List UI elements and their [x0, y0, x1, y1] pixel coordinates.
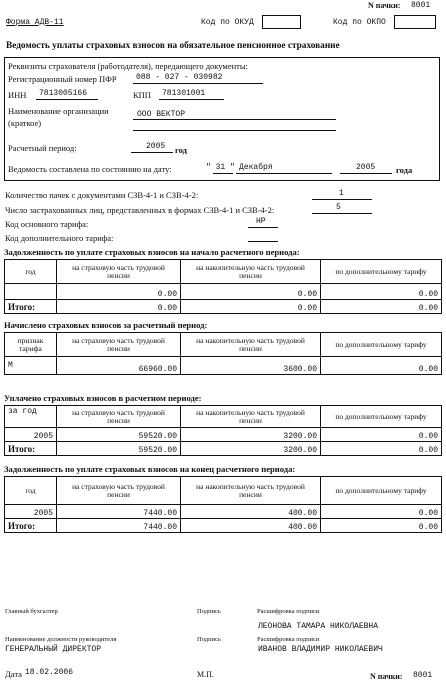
- packs-value: 1: [339, 189, 344, 198]
- kpp-line: [159, 99, 224, 100]
- total-label: Итого:: [5, 300, 57, 314]
- persons-line: [312, 213, 372, 214]
- total-additional: 0.00: [321, 300, 442, 314]
- period-suffix: год: [175, 145, 187, 155]
- cell-year: 2005: [5, 428, 57, 442]
- regnum-value: 088 - 027 - 030982: [136, 73, 223, 82]
- paid-table: [4, 405, 442, 456]
- cell-funded: 0.00: [181, 284, 321, 300]
- cell-funded: 3600.00: [181, 357, 321, 375]
- total-funded: 3200.00: [181, 442, 321, 456]
- packs-label: Количество пачек с документами СЗВ-4-1 и СЗВ-4-2:: [5, 190, 199, 200]
- table-row: [5, 505, 442, 519]
- inn-line: [36, 99, 98, 100]
- col-insurance-header: на страховую часть трудовой пенсии: [57, 260, 181, 284]
- stamp-label: М.П.: [197, 670, 214, 679]
- total-insurance: 7440.00: [57, 519, 181, 533]
- org-label: Наименование организации: [8, 106, 109, 116]
- col-funded-header: на накопительную часть трудовой пенсии: [181, 260, 321, 284]
- persons-label: Число застрахованных лиц, представленных в формах СЗВ-4-1 и СЗВ-4-2:: [5, 205, 275, 215]
- col-year-header: год: [5, 260, 57, 284]
- org-value: ООО ВЕКТОР: [137, 110, 186, 119]
- main-tariff-line: [248, 227, 278, 228]
- col-insurance-header: на страховую часть трудовой пенсии: [57, 477, 181, 505]
- total-funded: 400.00: [181, 519, 321, 533]
- table-row: [5, 428, 442, 442]
- okud-box: [262, 15, 301, 29]
- date-suffix: года: [396, 165, 413, 175]
- okpo-box: [394, 15, 436, 29]
- persons-value: 5: [336, 203, 341, 212]
- cell-funded: 3200.00: [181, 428, 321, 442]
- main-tariff-label: Код основного тарифа:: [5, 219, 89, 229]
- pack-number: 8001: [411, 1, 431, 10]
- cell-funded: 400.00: [181, 505, 321, 519]
- col-additional-header: по дополнительному тарифу: [321, 477, 442, 505]
- accountant-name: ЛЕОНОВА ТАМАРА НИКОЛАЕВНА: [258, 622, 379, 631]
- head-position: ГЕНЕРАЛЬНЫЙ ДИРЕКТОР: [5, 645, 102, 654]
- col-year-header: год: [5, 477, 57, 505]
- footer-pack-number-label: N пачки:: [370, 672, 403, 681]
- org-line-2: [133, 130, 336, 131]
- col-funded-header: на накопительную часть трудовой пенсии: [181, 406, 321, 428]
- pack-number-label: N пачки:: [368, 1, 401, 10]
- total-label: Итого:: [5, 519, 57, 533]
- add-tariff-line: [248, 241, 278, 242]
- period-label: Расчетный период:: [8, 143, 77, 153]
- total-row: [5, 442, 442, 456]
- okpo-label: Код по ОКПО: [333, 18, 386, 27]
- regnum-line: [133, 83, 263, 84]
- date-month-line: [236, 173, 332, 174]
- main-tariff-value: НР: [256, 217, 266, 226]
- total-insurance: 59520.00: [57, 442, 181, 456]
- total-insurance: 0.00: [57, 300, 181, 314]
- period-value: 2005: [146, 142, 166, 151]
- col-insurance-header: на страховую часть трудовой пенсии: [57, 333, 181, 357]
- accrued-table: [4, 332, 442, 375]
- regnum-label: Регистрационный номер ПФР: [8, 74, 117, 84]
- total-row: [5, 519, 442, 533]
- kpp-label: КПП: [133, 90, 151, 100]
- cell-additional: 0.00: [321, 357, 442, 375]
- period-line: [131, 152, 173, 153]
- accountant-signature-label: Подпись: [197, 608, 221, 615]
- form-code: Форма АДВ-11: [6, 18, 64, 27]
- paid-title: Уплачено страховых взносов в расчетном периоде:: [4, 393, 202, 403]
- add-tariff-label: Код дополнительного тарифа:: [5, 233, 114, 243]
- date-month: Декабря: [239, 163, 273, 172]
- org-label-short: (краткое): [8, 118, 42, 128]
- total-row: [5, 300, 442, 314]
- head-position-label: Наименование должности руководителя: [5, 636, 117, 643]
- inn-value: 7813005166: [39, 89, 88, 98]
- packs-line: [312, 199, 372, 200]
- date-day: " 31 ": [206, 163, 235, 172]
- inn-label: ИНН: [8, 90, 27, 100]
- col-funded-header: на накопительную часть трудовой пенсии: [181, 477, 321, 505]
- col-additional-header: по дополнительному тарифу: [321, 260, 442, 284]
- page-title: Ведомость уплаты страховых взносов на обязательное пенсионное страхование: [6, 41, 340, 51]
- cell-additional: 0.00: [321, 505, 442, 519]
- cell-insurance: 66960.00: [57, 357, 181, 375]
- col-additional-header: по дополнительному тарифу: [321, 406, 442, 428]
- col-year-header: за год: [5, 406, 57, 428]
- accountant-label: Главный бухгалтер: [5, 608, 58, 615]
- total-funded: 0.00: [181, 300, 321, 314]
- date-label: Ведомость составлена по состоянию на дату:: [8, 164, 172, 174]
- total-additional: 0.00: [321, 519, 442, 533]
- cell-additional: 0.00: [321, 284, 442, 300]
- col-insurance-header: на страховую часть трудовой пенсии: [57, 406, 181, 428]
- date-day-line: [213, 173, 233, 174]
- cell-insurance: 0.00: [57, 284, 181, 300]
- cell-year: 2005: [5, 505, 57, 519]
- sign-date: 18.02.2006: [25, 668, 74, 677]
- col-funded-header: на накопительную часть трудовой пенсии: [181, 333, 321, 357]
- total-additional: 0.00: [321, 442, 442, 456]
- table-row: [5, 357, 442, 375]
- head-decode-label: Расшифровка подписи: [257, 636, 320, 643]
- debt-start-table: [4, 259, 442, 314]
- col-tariff-header: признак тарифа: [5, 333, 57, 357]
- accrued-title: Начислено страховых взносов за расчетный период:: [4, 320, 208, 330]
- cell-additional: 0.00: [321, 428, 442, 442]
- debt-end-table: [4, 476, 442, 533]
- accountant-decode-label: Расшифровка подписи: [257, 608, 320, 615]
- kpp-value: 781301001: [162, 89, 206, 98]
- col-additional-header: по дополнительному тарифу: [321, 333, 442, 357]
- cell-insurance: 59520.00: [57, 428, 181, 442]
- table-row: [5, 284, 442, 300]
- debt-start-title: Задолженность по уплате страховых взносов на начало расчетного периода:: [4, 247, 300, 257]
- debt-end-title: Задолженность по уплате страховых взносов на конец расчетного периода:: [4, 464, 296, 474]
- cell-insurance: 7440.00: [57, 505, 181, 519]
- total-label: Итого:: [5, 442, 57, 456]
- cell-year: [5, 284, 57, 300]
- okud-label: Код по ОКУД: [201, 18, 254, 27]
- cell-tariff: М: [5, 357, 57, 375]
- date-label: Дата: [5, 669, 22, 679]
- org-line-1: [133, 119, 336, 120]
- footer-pack-number: 8001: [413, 671, 433, 680]
- date-year: 2005: [356, 163, 376, 172]
- head-name: ИВАНОВ ВЛАДИМИР НИКОЛАЕВИЧ: [258, 645, 383, 654]
- head-signature-label: Подпись: [197, 636, 221, 643]
- date-year-line: [340, 173, 392, 174]
- requisites-label: Реквизиты страхователя (работодателя), передающего документы:: [8, 61, 248, 71]
